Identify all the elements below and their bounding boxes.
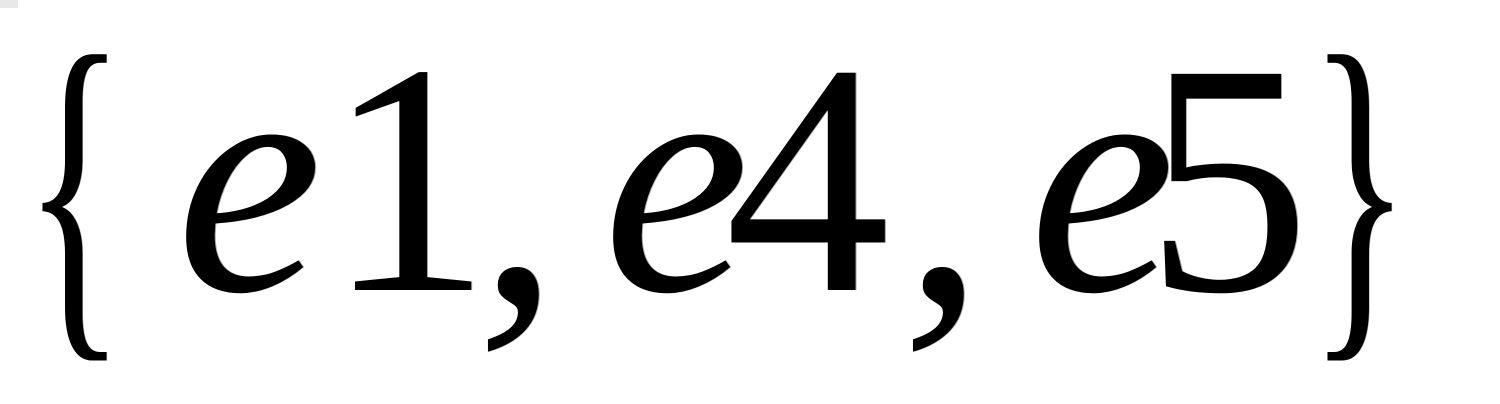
element-e4-variable: e — [603, 0, 750, 362]
separator-comma-1: , — [477, 8, 560, 373]
element-e1-number: 1 — [326, 0, 491, 362]
element-e5-variable: e — [1029, 0, 1176, 362]
element-e4-number: 4 — [725, 0, 890, 362]
element-e5-number: 5 — [1145, 0, 1310, 362]
element-e1-variable: e — [176, 0, 323, 362]
open-brace: { — [23, 0, 127, 392]
separator-comma-2: , — [902, 8, 985, 373]
close-brace: } — [1308, 0, 1412, 392]
